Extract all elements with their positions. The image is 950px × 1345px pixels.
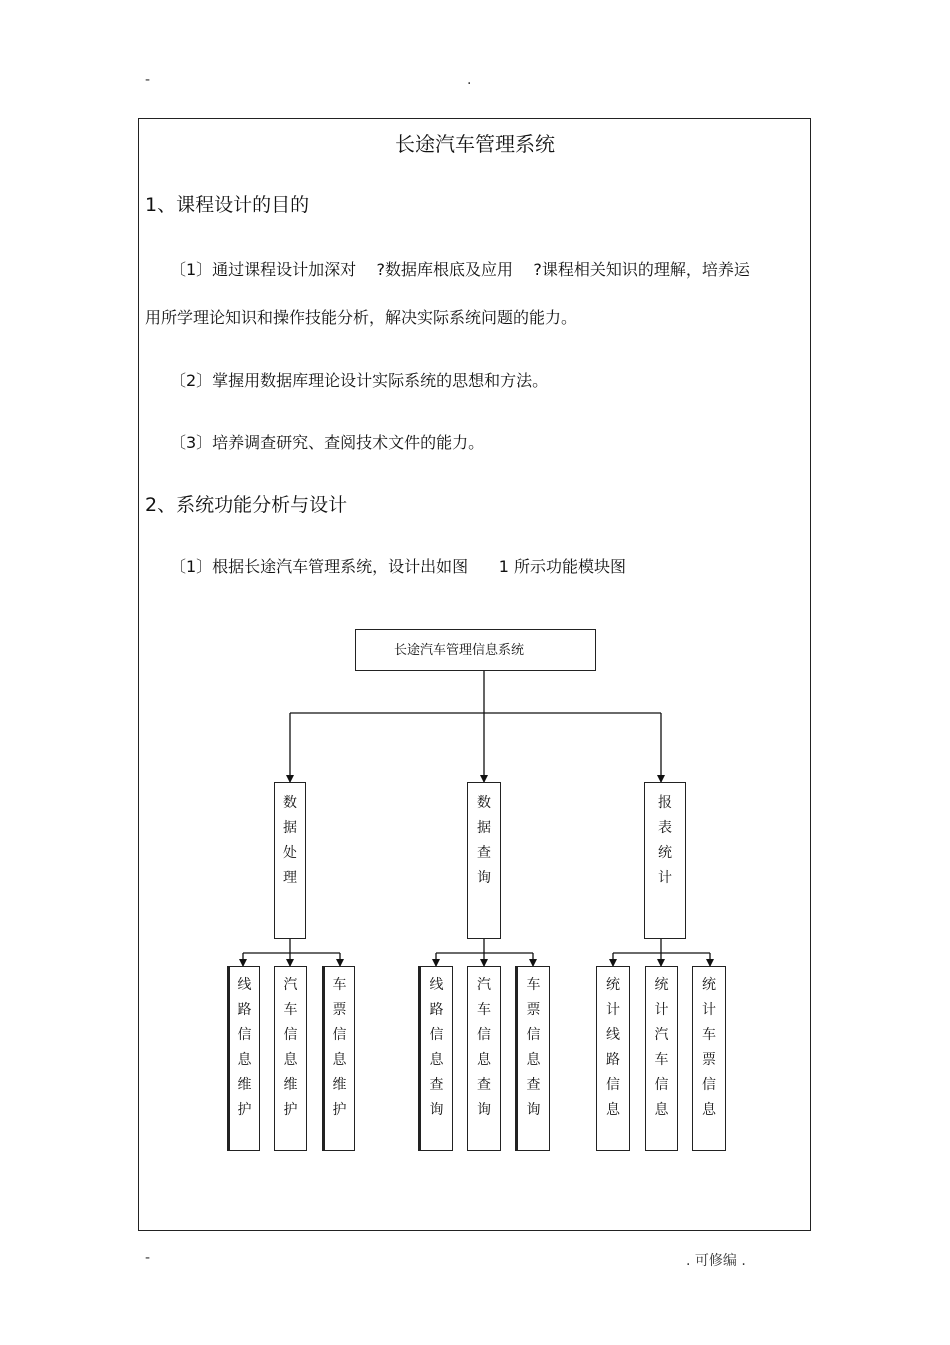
- leaf-label: [230, 973, 259, 1123]
- module-node-report-statistics: [644, 782, 686, 939]
- module-node-data-query: [467, 782, 501, 939]
- module-node-data-processing: [274, 782, 306, 939]
- leaf-node-route-query: [418, 966, 453, 1151]
- section1-item3: 〔3〕培养调查研究、查阅技术文件的能力。: [170, 433, 485, 452]
- leaf-label: [421, 973, 452, 1123]
- vertical-char: 线: [606, 1027, 620, 1043]
- vertical-char: 汽: [654, 1027, 669, 1043]
- leaf-node-bus-maintenance: [274, 966, 307, 1151]
- vertical-char: 票: [526, 1002, 541, 1018]
- vertical-char: 据: [283, 820, 297, 836]
- section1-item1-line2: 用所学理论知识和操作技能分析，解决实际系统问题的能力。: [145, 308, 578, 327]
- vertical-char: 询: [526, 1102, 541, 1118]
- vertical-char: 线: [237, 977, 252, 993]
- vertical-char: 计: [702, 1002, 716, 1018]
- module-label: [275, 791, 305, 891]
- section2-item1: 〔1〕根据长途汽车管理系统，设计出如图 1 所示功能模块图: [170, 557, 626, 576]
- diagram-root-node: 长途汽车管理信息系统: [355, 629, 596, 671]
- vertical-char: 车: [654, 1052, 669, 1068]
- vertical-char: 息: [702, 1102, 716, 1118]
- vertical-char: 票: [702, 1052, 716, 1068]
- vertical-char: 护: [283, 1102, 298, 1118]
- vertical-char: 息: [606, 1102, 620, 1118]
- leaf-label: [597, 973, 629, 1123]
- module-label: [468, 791, 500, 891]
- vertical-char: 询: [429, 1102, 444, 1118]
- section2-heading: 2、系统功能分析与设计: [145, 494, 348, 516]
- vertical-char: 查: [429, 1077, 444, 1093]
- footer-left-mark: -: [145, 1250, 151, 1266]
- vertical-char: 查: [526, 1077, 541, 1093]
- vertical-char: 计: [606, 1002, 620, 1018]
- vertical-char: 报: [658, 795, 672, 811]
- vertical-char: 维: [332, 1077, 347, 1093]
- vertical-char: 维: [283, 1077, 298, 1093]
- vertical-char: 统: [658, 845, 672, 861]
- header-left-mark: -: [145, 72, 151, 88]
- vertical-char: 查: [477, 845, 491, 861]
- vertical-char: 息: [237, 1052, 252, 1068]
- vertical-char: 息: [332, 1052, 347, 1068]
- vertical-char: 路: [429, 1002, 444, 1018]
- section1-item2: 〔2〕掌握用数据库理论设计实际系统的思想和方法。: [170, 371, 549, 390]
- vertical-char: 信: [283, 1027, 298, 1043]
- vertical-char: 计: [654, 1002, 669, 1018]
- vertical-char: 护: [237, 1102, 252, 1118]
- vertical-char: 车: [702, 1027, 716, 1043]
- vertical-char: 维: [237, 1077, 252, 1093]
- vertical-char: 询: [477, 1102, 491, 1118]
- leaf-label: [468, 973, 500, 1123]
- vertical-char: 信: [606, 1077, 620, 1093]
- vertical-char: 票: [332, 1002, 347, 1018]
- vertical-char: 车: [283, 1002, 298, 1018]
- vertical-char: 车: [477, 1002, 491, 1018]
- vertical-char: 车: [332, 977, 347, 993]
- leaf-node-route-statistics: [596, 966, 630, 1151]
- module-label: [645, 791, 685, 891]
- section1-heading: 1、课程设计的目的: [145, 194, 310, 216]
- vertical-char: 计: [658, 870, 672, 886]
- vertical-char: 询: [477, 870, 491, 886]
- vertical-char: 处: [283, 845, 297, 861]
- vertical-char: 线: [429, 977, 444, 993]
- leaf-label: [325, 973, 354, 1123]
- vertical-char: 查: [477, 1077, 491, 1093]
- vertical-char: 数: [283, 795, 297, 811]
- vertical-char: 息: [526, 1052, 541, 1068]
- vertical-char: 理: [283, 870, 297, 886]
- leaf-label: [693, 973, 725, 1123]
- leaf-node-ticket-maintenance: [322, 966, 355, 1151]
- vertical-char: 信: [702, 1077, 716, 1093]
- vertical-char: 息: [283, 1052, 298, 1068]
- footer-right-text: . 可修编 .: [686, 1253, 746, 1269]
- vertical-char: 信: [477, 1027, 491, 1043]
- leaf-node-ticket-query: [515, 966, 550, 1151]
- vertical-char: 路: [606, 1052, 620, 1068]
- vertical-char: 息: [654, 1102, 669, 1118]
- section1-item1-line1: 〔1〕通过课程设计加深对 ?数据库根底及应用 ?课程相关知识的理解，培养运: [170, 260, 750, 279]
- leaf-label: [275, 973, 306, 1123]
- vertical-char: 护: [332, 1102, 347, 1118]
- header-right-mark: .: [467, 72, 472, 88]
- vertical-char: 统: [606, 977, 620, 993]
- vertical-char: 信: [654, 1077, 669, 1093]
- leaf-node-route-maintenance: [227, 966, 260, 1151]
- vertical-char: 汽: [283, 977, 298, 993]
- vertical-char: 信: [429, 1027, 444, 1043]
- vertical-char: 汽: [477, 977, 491, 993]
- leaf-node-bus-statistics: [645, 966, 678, 1151]
- leaf-label: [646, 973, 677, 1123]
- vertical-char: 信: [332, 1027, 347, 1043]
- vertical-char: 据: [477, 820, 491, 836]
- vertical-char: 路: [237, 1002, 252, 1018]
- vertical-char: 数: [477, 795, 491, 811]
- vertical-char: 车: [526, 977, 541, 993]
- vertical-char: 统: [702, 977, 716, 993]
- leaf-node-ticket-statistics: [692, 966, 726, 1151]
- vertical-char: 信: [237, 1027, 252, 1043]
- vertical-char: 信: [526, 1027, 541, 1043]
- document-title: 长途汽车管理系统: [395, 132, 555, 156]
- vertical-char: 表: [658, 820, 672, 836]
- vertical-char: 息: [429, 1052, 444, 1068]
- leaf-node-bus-query: [467, 966, 501, 1151]
- vertical-char: 统: [654, 977, 669, 993]
- leaf-label: [518, 973, 549, 1123]
- vertical-char: 息: [477, 1052, 491, 1068]
